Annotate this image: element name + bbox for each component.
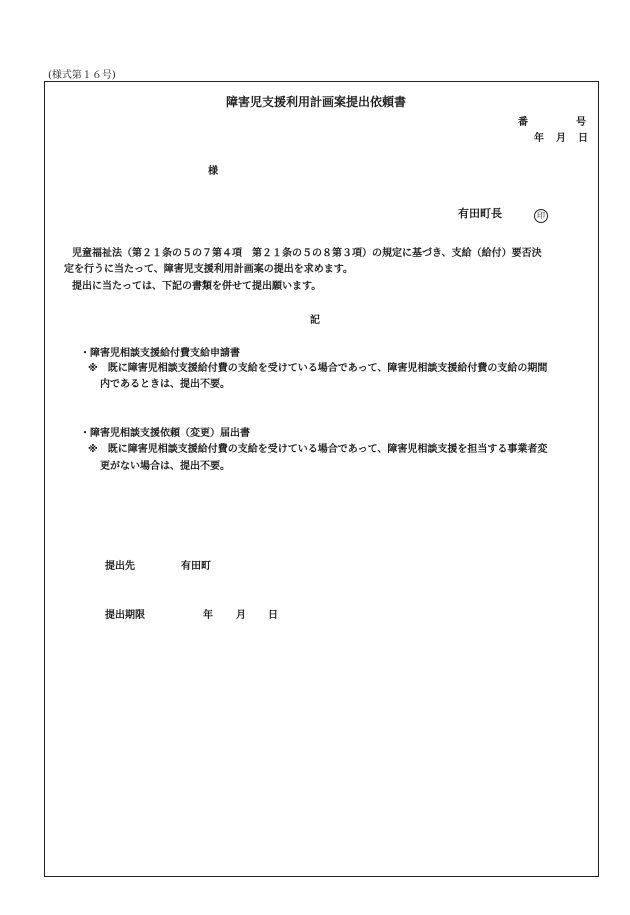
number-suffix: 号 [576, 117, 586, 128]
body-line-3: 提出に当たっては、下記の書類を併せて提出願います。 [72, 281, 322, 292]
deadline-label: 提出期限 [105, 610, 145, 621]
body-line-2: 定を行うに当たって、障害児支援利用計画案の提出を求めます。 [64, 264, 353, 275]
addressee-suffix: 様 [208, 166, 218, 177]
deadline-year: 年 [203, 610, 213, 621]
item-1-note-line-1: ※ 既に障害児相談支援給付費の支給を受けている場合であって、障害児相談支援給付費の支給の期間 [88, 363, 548, 374]
body-line-1: 児童福祉法（第２１条の５の７第４項 第２１条の５の８第３項）の規定に基づき、支給（給付）要否決 [72, 248, 542, 259]
number-label: 番 [518, 117, 528, 128]
deadline-day: 日 [268, 610, 278, 621]
date-month: 月 [556, 133, 566, 144]
submit-to-value: 有田町 [181, 561, 211, 572]
item-1-title: ・障害児相談支援給付費支給申請書 [80, 348, 240, 359]
document-frame [44, 81, 599, 877]
seal-mark: 印 [534, 209, 548, 223]
item-2-title: ・障害児相談支援依頼（変更）届出書 [80, 428, 250, 439]
item-2-note-line-2: 更がない場合は、提出不要。 [100, 461, 230, 472]
issuer-name: 有田町長 [458, 207, 502, 220]
form-number: (様式第１６号) [48, 70, 116, 81]
deadline-month: 月 [236, 610, 246, 621]
date-day: 日 [578, 133, 588, 144]
document-title: 障害児支援利用計画案提出依頼書 [226, 95, 407, 109]
submit-to-label: 提出先 [105, 561, 135, 572]
date-year: 年 [534, 133, 544, 144]
item-2-note-line-1: ※ 既に障害児相談支援給付費の支給を受けている場合であって、障害児相談支援を担当する事業者変 [88, 444, 548, 455]
ki-heading: 記 [310, 315, 320, 326]
item-1-note-line-2: 内であるときは、提出不要。 [100, 379, 230, 390]
